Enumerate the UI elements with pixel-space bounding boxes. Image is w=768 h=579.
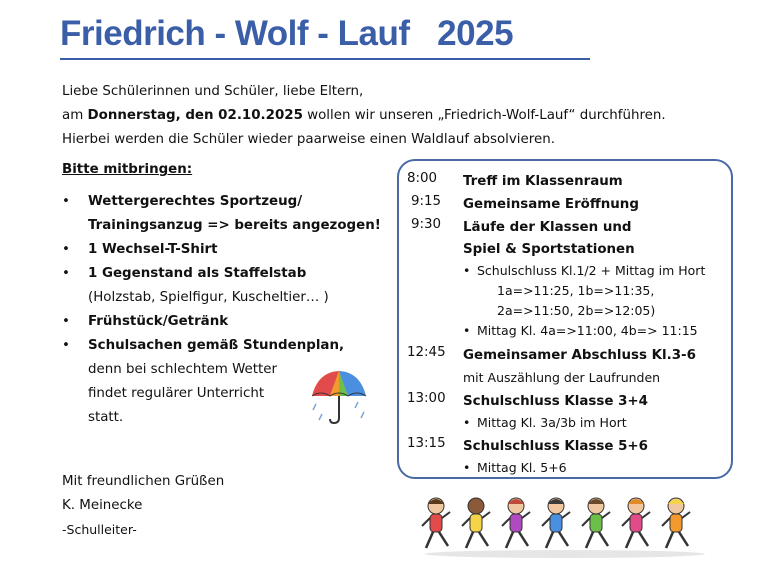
page-title: Friedrich - Wolf - Lauf 2025 <box>60 14 514 53</box>
intro-line-2-pre: am <box>62 108 88 123</box>
schedule-event-line-2: Spiel & Sportstationen <box>463 242 635 257</box>
schedule-box <box>397 159 733 479</box>
schedule-event: Läufe der Klassen und <box>463 220 632 235</box>
schedule-time: 8:00 <box>407 171 438 186</box>
schedule-note: • Mittag Kl. 3a/3b im Hort <box>463 413 733 433</box>
schedule-event: Gemeinsamer Abschluss Kl.3-6 <box>463 348 696 363</box>
intro-line-2 <box>62 104 666 128</box>
schedule-time: 12:45 <box>407 345 446 360</box>
closing-block <box>62 470 224 542</box>
bring-item-sub: statt. <box>88 410 124 425</box>
schedule-note: mit Auszählung der Laufrunden <box>463 370 661 385</box>
bring-item-label: • 1 Gegenstand als Staffelstab <box>88 266 307 281</box>
closing-greeting: Mit freundlichen Grüßen <box>62 474 225 489</box>
bring-item-label: • Frühstück/Getränk <box>88 314 229 329</box>
intro-line-2-post: wollen wir unseren „Friedrich-Wolf-Lauf“ durchführen. <box>302 108 666 123</box>
list-item <box>62 262 392 310</box>
schedule-note: • Mittag Kl. 4a=>11:00, 4b=> 11:15 <box>463 321 733 341</box>
intro-line-1: Liebe Schülerinnen und Schüler, liebe Eltern, <box>62 84 364 99</box>
bring-item-label: • Schulsachen gemäß Stundenplan, <box>88 338 345 353</box>
schedule-time: 13:15 <box>407 436 446 451</box>
signature-name: K. Meinecke <box>62 498 143 513</box>
bring-item-sub: denn bei schlechtem Wetter <box>88 362 278 377</box>
intro-line-3: Hierbei werden die Schüler wieder paarweise einen Waldlauf absolvieren. <box>62 132 555 147</box>
signature-role: -Schulleiter- <box>62 522 137 537</box>
schedule-event: Gemeinsame Eröffnung <box>463 197 639 212</box>
bring-item-label: • Wettergerechtes Sportzeug/ <box>88 194 303 209</box>
rainbow-umbrella-icon <box>308 368 370 426</box>
schedule-time: 13:00 <box>407 391 446 406</box>
intro-text <box>62 80 666 152</box>
schedule-note: • Schulschluss Kl.1/2 + Mittag im Hort <box>463 261 733 281</box>
running-children-icon <box>420 492 710 560</box>
schedule-time: 9:30 <box>411 217 442 232</box>
schedule-event: Schulschluss Klasse 3+4 <box>463 394 648 409</box>
bring-item-sub: Trainingsanzug => bereits angezogen! <box>88 218 381 233</box>
title-underline <box>60 58 590 60</box>
bring-heading: Bitte mitbringen: <box>62 162 193 177</box>
bring-item-sub: (Holzstab, Spielfigur, Kuscheltier… ) <box>88 290 329 305</box>
schedule-time: 9:15 <box>411 194 442 209</box>
list-item <box>62 238 392 262</box>
list-item <box>62 310 392 334</box>
schedule-note: • Mittag Kl. 5+6 <box>463 458 733 478</box>
schedule-event: Schulschluss Klasse 5+6 <box>463 439 648 454</box>
schedule-note-detail: 1a=>11:25, 1b=>11:35, <box>497 283 655 298</box>
bring-item-sub: findet regulärer Unterricht <box>88 386 265 401</box>
event-date: Donnerstag, den 02.10.2025 <box>87 108 303 123</box>
schedule-note-detail: 2a=>11:50, 2b=>12:05) <box>497 303 656 318</box>
schedule-event: Treff im Klassenraum <box>463 174 623 189</box>
bring-item-label: • 1 Wechsel-T-Shirt <box>88 242 218 257</box>
list-item <box>62 190 392 238</box>
